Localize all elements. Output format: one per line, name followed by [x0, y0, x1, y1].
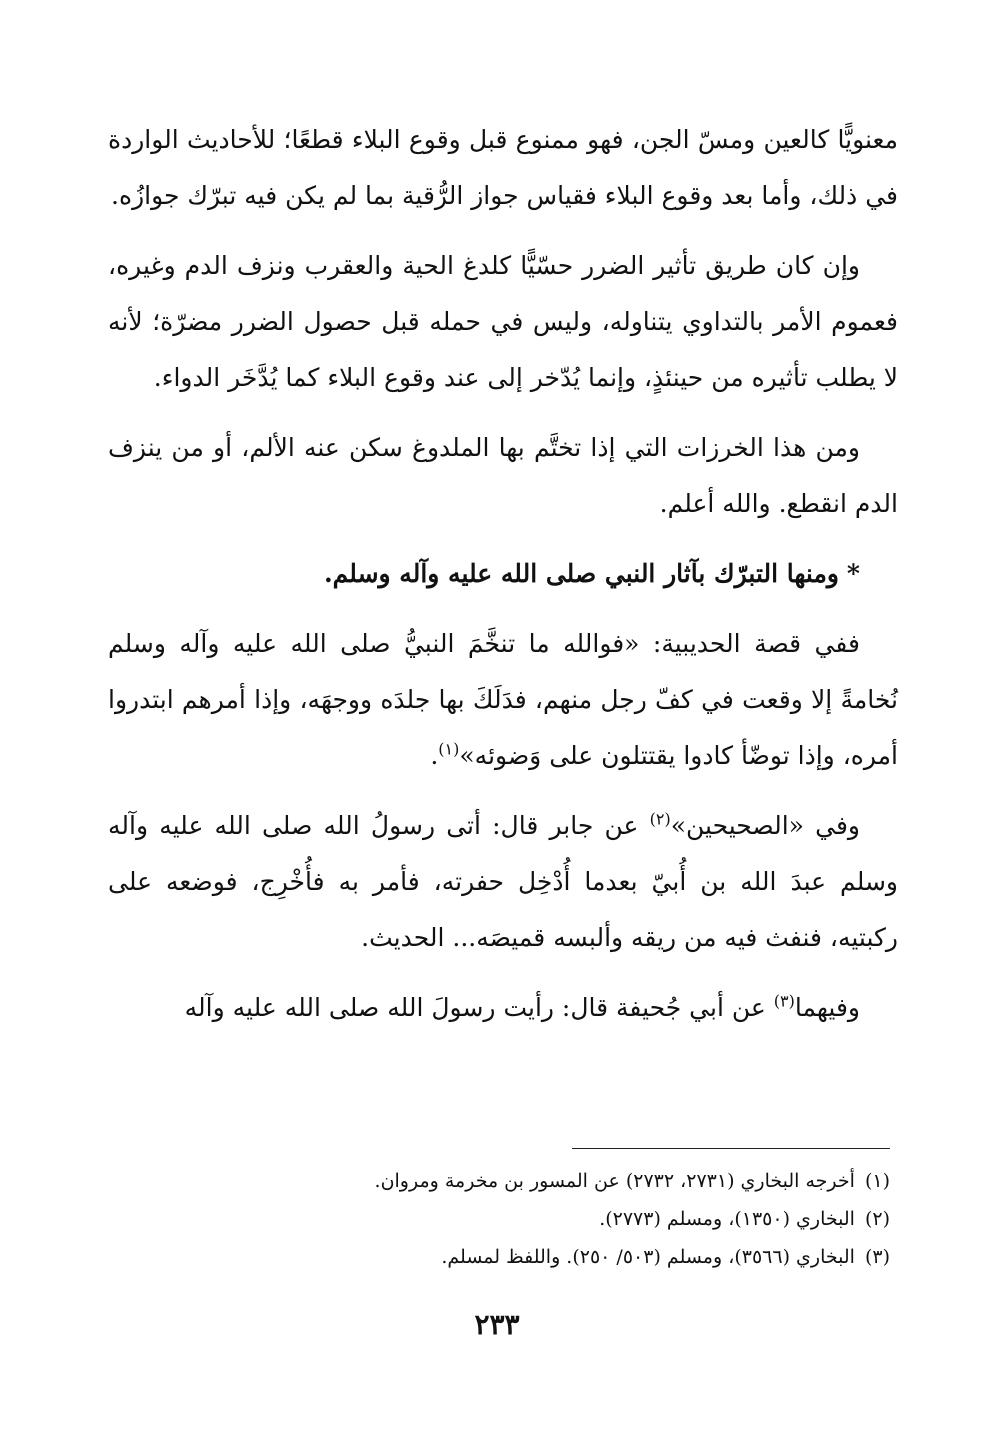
footnote-1-number: (١)	[864, 1170, 890, 1192]
footnote-1	[200, 1162, 890, 1200]
paragraph-4-text: ففي قصة الحديبية: «فوالله ما تنخَّمَ النبيُّ صلى الله عليه وآله وسلم نُخامةً إلا وقعت في كفّ رجل منهم، فدَلَكَ بها جلدَه ووجهَه، وإذا أمرهم ابتدروا أمره، وإذا توضّأ كادوا يقتتلون على وَضوئه»	[108, 629, 898, 770]
paragraph-5-start: وفي «الصحيحين»	[670, 811, 860, 840]
paragraph-2: وإن كان طريق تأثير الضرر حسّيًّا كلدغ الحية والعقرب ونزف الدم وغيره، فعموم الأمر بالتداوي يتناوله، وليس في حمله قبل حصول الضرر مضرّة؛ لأنه لا يطلب تأثيره من حينئذٍ، وإنما يُدّخر إلى عند وقوع البلاء كما يُدَّخَر الدواء.	[108, 251, 898, 392]
footnote-ref-2: (٢)	[649, 809, 671, 829]
footnote-3-number: (٣)	[864, 1246, 890, 1268]
paragraph-3: ومن هذا الخرزات التي إذا تختَّم بها الملدوغ سكن عنه الألم، أو من ينزف الدم انقطع. والله أعلم.	[108, 433, 898, 518]
main-text	[108, 112, 898, 1050]
footnote-2-number: (٢)	[864, 1208, 890, 1230]
footnote-ref-3: (٣)	[773, 991, 795, 1011]
section-heading	[108, 546, 898, 602]
paragraph-6	[108, 980, 898, 1036]
paragraph-1: معنويًّا كالعين ومسّ الجن، فهو ممنوع قبل وقوع البلاء قطعًا؛ للأحاديث الواردة في ذلك، وأما بعد وقوع البلاء فقياس جواز الرُّقية بما لم يكن فيه تبرّك جوازُه.	[108, 125, 898, 210]
paragraph-6-start: وفيهما	[794, 993, 860, 1022]
footnote-ref-1: (١)	[438, 739, 460, 759]
footnotes	[200, 1162, 890, 1276]
section-heading-text: ومنها التبرّك بآثار النبي صلى الله عليه وآله وسلم.	[323, 559, 839, 588]
footnote-2-text: البخاري (١٣٥٠)، ومسلم (٢٧٧٣).	[599, 1208, 855, 1230]
paragraph-5-text: عن جابر قال: أتى رسولُ الله صلى الله عليه وآله وسلم عبدَ الله بن أُبيّ بعدما أُدْخِل حفرته، فأمر به فأُخْرِج، فوضعه على ركبتيه، فنفث فيه من ريقه وألبسه قميصَه... الحديث.	[108, 811, 898, 952]
page-number: ٢٣٣	[474, 1308, 520, 1341]
footnote-3-text: البخاري (٣٥٦٦)، ومسلم (٥٠٣/ ٢٥٠). واللفظ لمسلم.	[441, 1246, 855, 1268]
paragraph-4-end: .	[430, 741, 439, 770]
paragraph-6-text: عن أبي جُحيفة قال: رأيت رسولَ الله صلى الله عليه وآله	[184, 993, 774, 1022]
footnote-divider	[572, 1148, 890, 1149]
footnote-3	[200, 1238, 890, 1276]
footnote-2	[200, 1200, 890, 1238]
paragraph-4	[108, 616, 898, 784]
asterisk-icon: *	[846, 559, 860, 588]
paragraph-5	[108, 798, 898, 966]
footnote-1-text: أخرجه البخاري (٢٧٣١، ٢٧٣٢) عن المسور بن مخرمة ومروان.	[374, 1170, 855, 1192]
